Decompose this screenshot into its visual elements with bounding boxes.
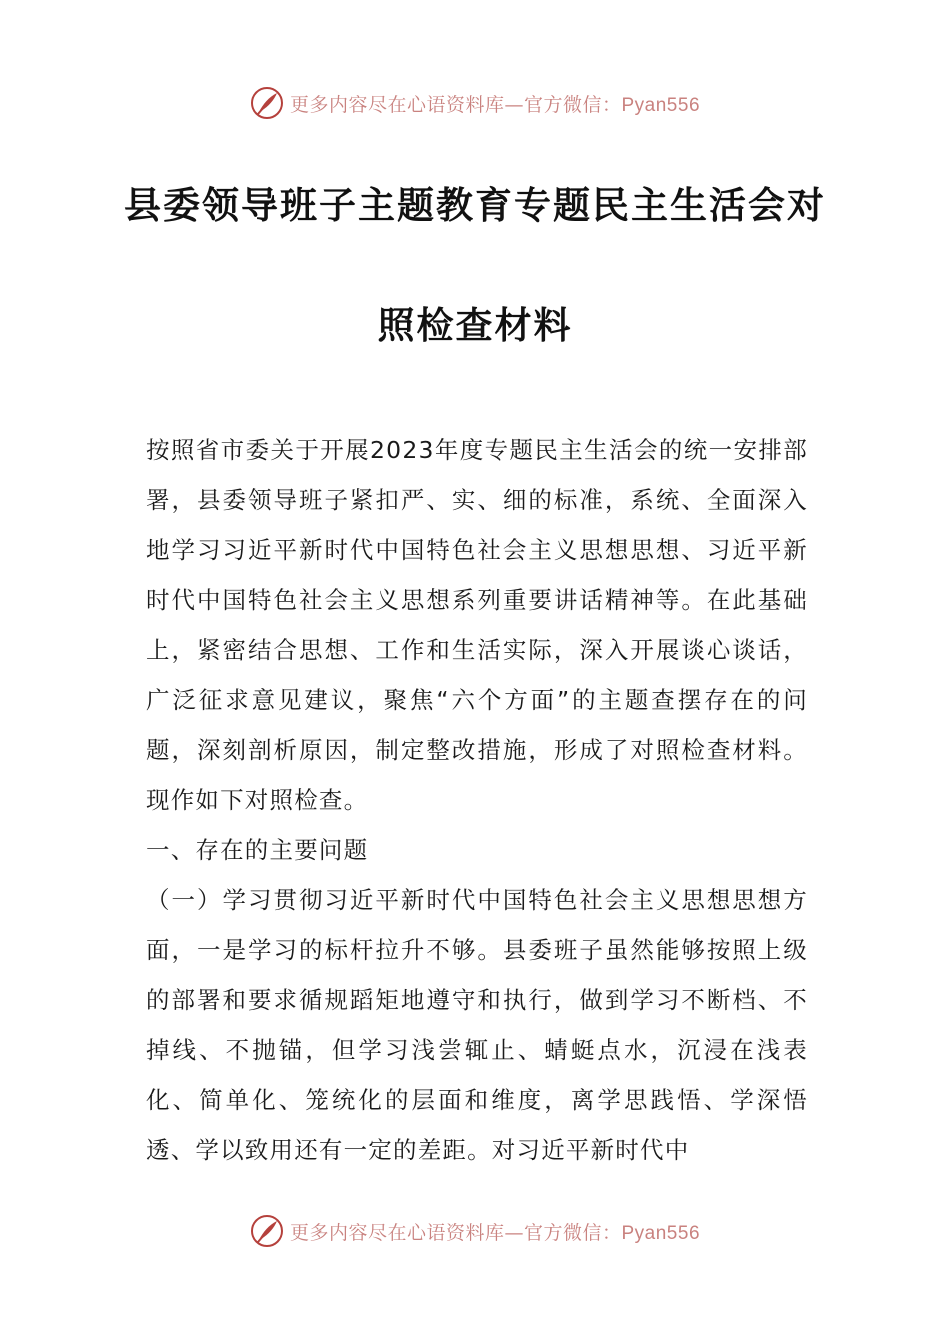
document-title-line1: 县委领导班子主题教育专题民主生活会对	[124, 184, 826, 227]
watermark-text	[290, 90, 700, 117]
document-title-line2: 照检查材料	[377, 304, 573, 347]
watermark-banner-bottom	[0, 1211, 950, 1251]
section-item-paragraph: （一）学习贯彻习近平新时代中国特色社会主义思想思想方面，一是学习的标杆拉升不够。县委班子虽然能够按照上级的部署和要求循规蹈矩地遵守和执行，做到学习不断档、不掉线、不抛锚，但学习浅尝辄止、蜻蜓点水，沉浸在浅表化、简单化、笼统化的层面和维度，离学思践悟、学深悟透、学以致用还有一定的差距。对习近平新时代中	[146, 886, 808, 1164]
watermark-text	[290, 1218, 700, 1245]
watermark-wechat-id: Pyan556	[621, 1222, 701, 1244]
feather-pen-logo-icon	[250, 1214, 284, 1248]
watermark-label: 更多内容尽在心语资料库—官方微信：	[289, 93, 622, 116]
watermark-banner-top	[0, 83, 950, 123]
intro-paragraph: 按照省市委关于开展2023年度专题民主生活会的统一安排部署，县委领导班子紧扣严、实、细的标准，系统、全面深入地学习习近平新时代中国特色社会主义思想思想、习近平新时代中国特色社会主义思想系列重要讲话精神等。在此基础上，紧密结合思想、工作和生活实际，深入开展谈心谈话，广泛征求意见建议，聚焦“六个方面”的主题查摆存在的问题，深刻剖析原因，制定整改措施，形成了对照检查材料。现作如下对照检查。	[146, 436, 808, 814]
watermark-wechat-id: Pyan556	[621, 94, 701, 116]
feather-pen-logo-icon	[250, 86, 284, 120]
section-heading: 一、存在的主要问题	[146, 836, 369, 864]
document-body	[146, 425, 808, 1175]
watermark-label: 更多内容尽在心语资料库—官方微信：	[289, 1221, 622, 1244]
